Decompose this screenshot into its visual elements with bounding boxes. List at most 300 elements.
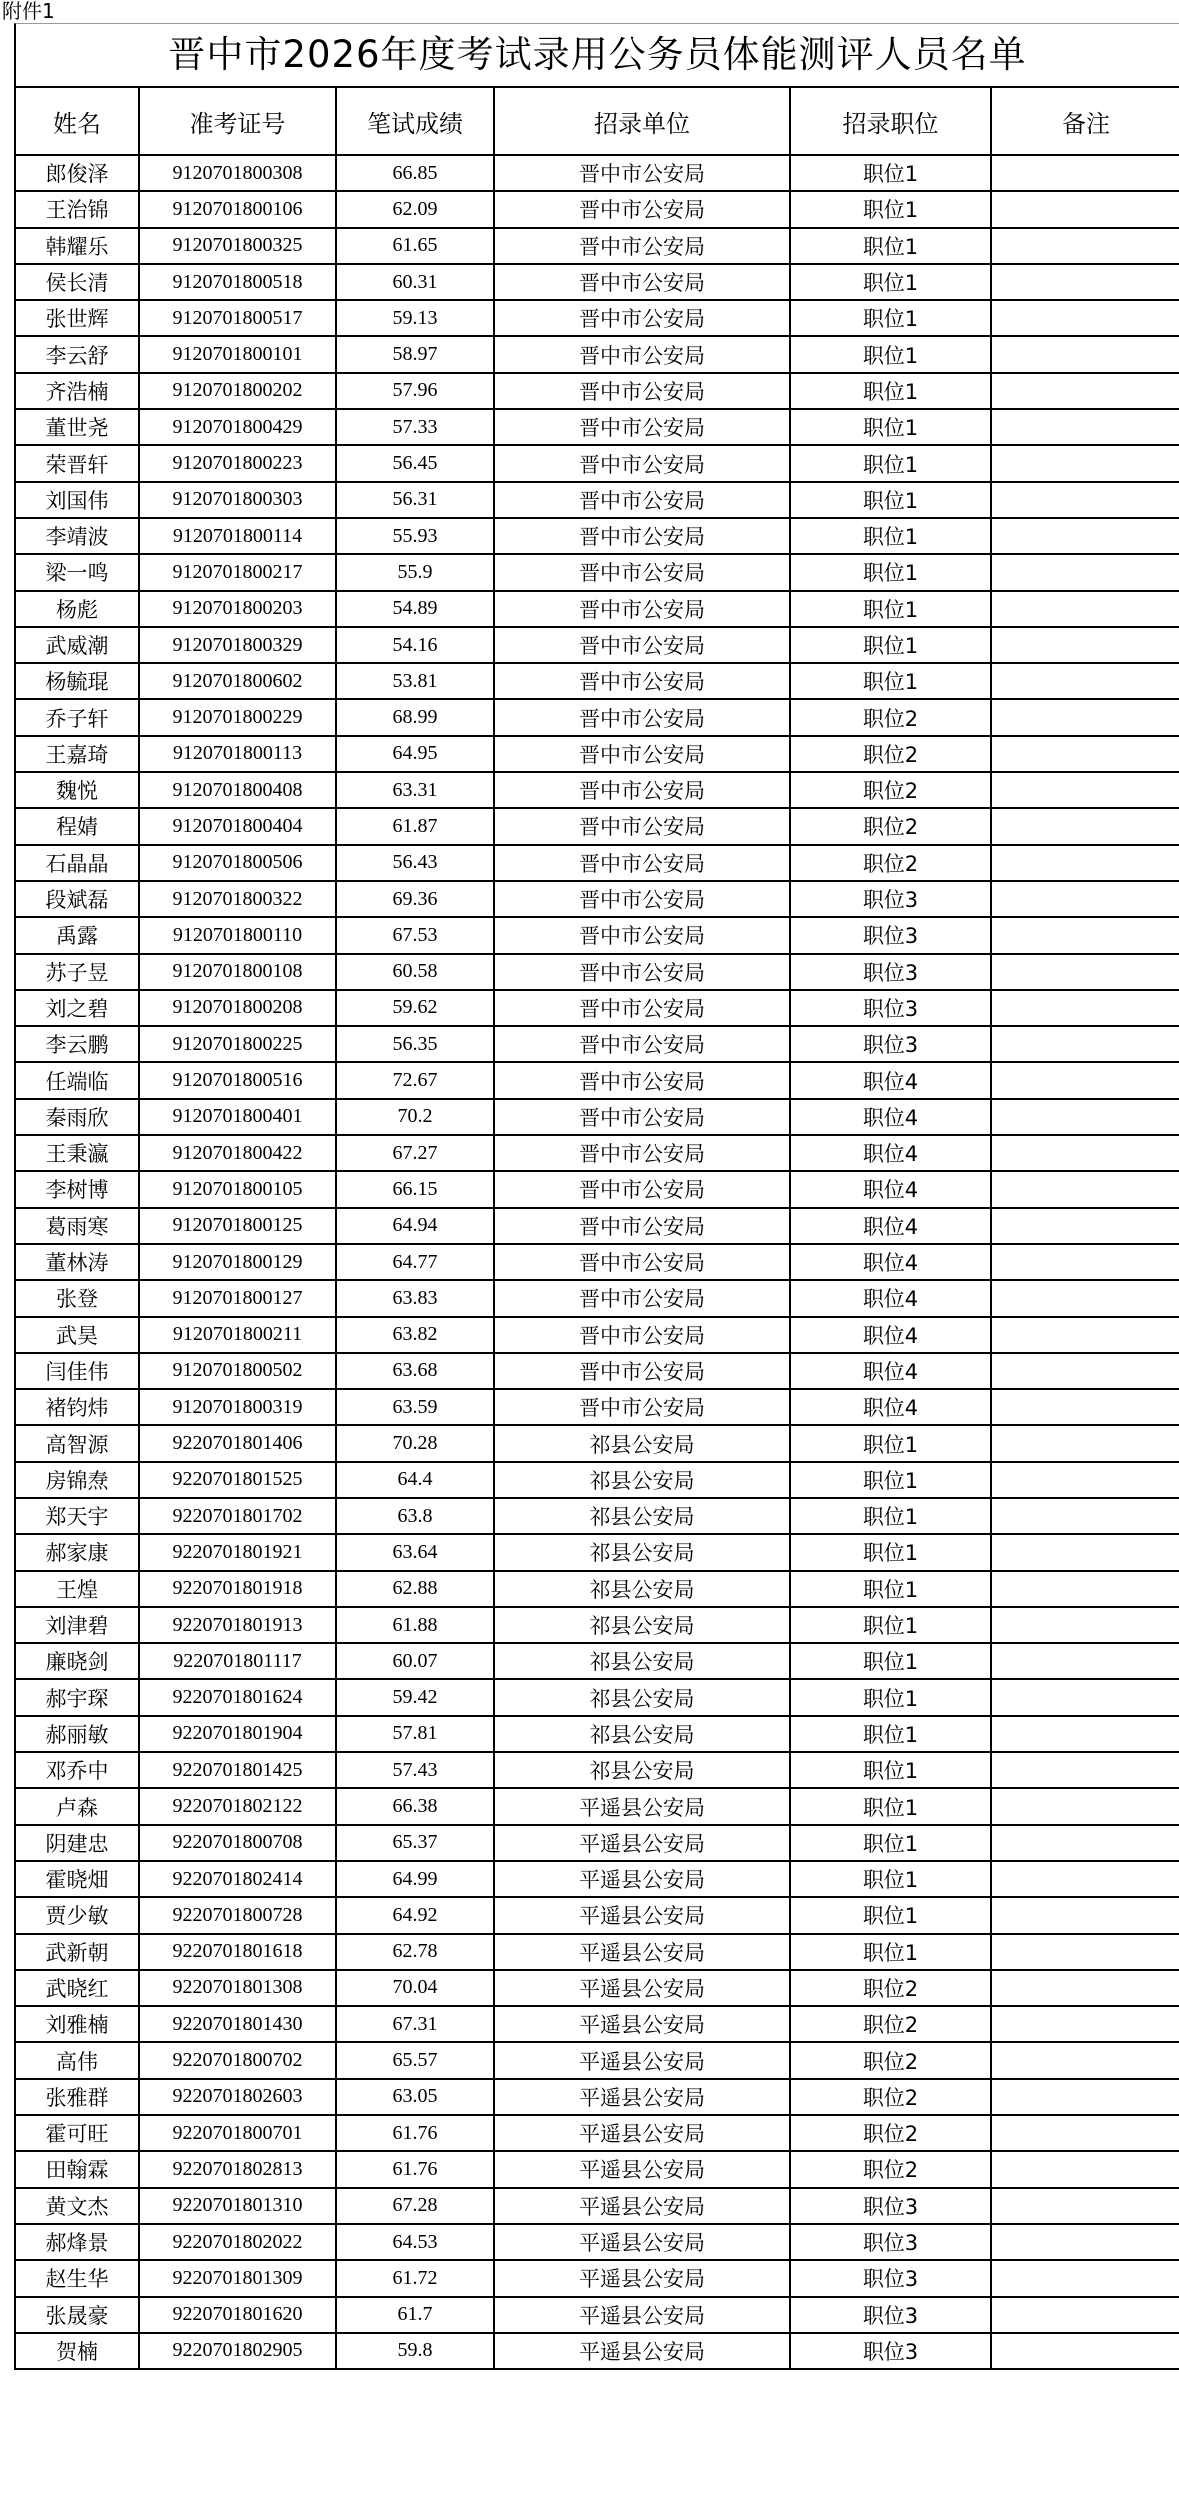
cell-exam-id: 9120701800106 (139, 191, 336, 227)
cell-unit: 平遥县公安局 (494, 2079, 790, 2115)
table-row (15, 1462, 1179, 1498)
cell-score: 55.9 (336, 554, 494, 590)
cell-name: 张雅群 (15, 2079, 139, 2115)
cell-name: 邓乔中 (15, 1752, 139, 1788)
cell-name: 张登 (15, 1280, 139, 1316)
cell-score: 58.97 (336, 336, 494, 372)
cell-position: 职位4 (790, 1317, 991, 1353)
cell-name: 梁一鸣 (15, 554, 139, 590)
cell-position: 职位4 (790, 1062, 991, 1098)
cell-score: 59.42 (336, 1679, 494, 1715)
table-row (15, 336, 1179, 372)
table-row (15, 990, 1179, 1026)
cell-remarks (991, 990, 1179, 1026)
cell-unit: 祁县公安局 (494, 1462, 790, 1498)
cell-unit: 晋中市公安局 (494, 808, 790, 844)
table-row (15, 1825, 1179, 1861)
cell-remarks (991, 627, 1179, 663)
cell-unit: 晋中市公安局 (494, 191, 790, 227)
cell-position: 职位1 (790, 445, 991, 481)
cell-name: 武新朝 (15, 1934, 139, 1970)
cell-score: 67.53 (336, 917, 494, 953)
cell-remarks (991, 409, 1179, 445)
cell-exam-id: 9220701801309 (139, 2260, 336, 2296)
cell-remarks (991, 699, 1179, 735)
cell-score: 63.59 (336, 1389, 494, 1425)
cell-name: 魏悦 (15, 772, 139, 808)
cell-exam-id: 9220701802905 (139, 2333, 336, 2369)
cell-unit: 晋中市公安局 (494, 1099, 790, 1135)
table-row (15, 772, 1179, 808)
cell-position: 职位1 (790, 264, 991, 300)
cell-name: 王煌 (15, 1571, 139, 1607)
cell-name: 王秉瀛 (15, 1135, 139, 1171)
cell-remarks (991, 1389, 1179, 1425)
cell-position: 职位3 (790, 2224, 991, 2260)
table-row (15, 1716, 1179, 1752)
cell-unit: 晋中市公安局 (494, 990, 790, 1026)
cell-exam-id: 9220701802603 (139, 2079, 336, 2115)
cell-unit: 祁县公安局 (494, 1571, 790, 1607)
cell-name: 齐浩楠 (15, 373, 139, 409)
table-row (15, 663, 1179, 699)
cell-score: 64.4 (336, 1462, 494, 1498)
cell-unit: 平遥县公安局 (494, 2333, 790, 2369)
cell-name: 段斌磊 (15, 881, 139, 917)
cell-exam-id: 9120701800602 (139, 663, 336, 699)
cell-score: 61.7 (336, 2297, 494, 2333)
cell-position: 职位1 (790, 1498, 991, 1534)
cell-position: 职位1 (790, 518, 991, 554)
cell-score: 59.62 (336, 990, 494, 1026)
cell-score: 63.05 (336, 2079, 494, 2115)
cell-exam-id: 9220701800728 (139, 1897, 336, 1933)
cell-score: 61.76 (336, 2151, 494, 2187)
table-row (15, 482, 1179, 518)
cell-score: 61.65 (336, 228, 494, 264)
cell-position: 职位1 (790, 591, 991, 627)
cell-unit: 祁县公安局 (494, 1752, 790, 1788)
cell-score: 59.8 (336, 2333, 494, 2369)
cell-position: 职位1 (790, 336, 991, 372)
cell-remarks (991, 2333, 1179, 2369)
cell-remarks (991, 1171, 1179, 1207)
cell-score: 61.88 (336, 1607, 494, 1643)
cell-remarks (991, 1861, 1179, 1897)
table-row (15, 1498, 1179, 1534)
cell-name: 王嘉琦 (15, 736, 139, 772)
cell-exam-id: 9220701802122 (139, 1788, 336, 1824)
cell-name: 霍晓畑 (15, 1861, 139, 1897)
table-row (15, 300, 1179, 336)
cell-unit: 晋中市公安局 (494, 409, 790, 445)
cell-remarks (991, 845, 1179, 881)
cell-unit: 平遥县公安局 (494, 2151, 790, 2187)
cell-unit: 晋中市公安局 (494, 1280, 790, 1316)
cell-exam-id: 9120701800229 (139, 699, 336, 735)
table-row (15, 2151, 1179, 2187)
table-row (15, 1099, 1179, 1135)
cell-score: 62.88 (336, 1571, 494, 1607)
cell-position: 职位1 (790, 191, 991, 227)
cell-position: 职位2 (790, 808, 991, 844)
cell-unit: 晋中市公安局 (494, 300, 790, 336)
cell-exam-id: 9220701801618 (139, 1934, 336, 1970)
cell-position: 职位4 (790, 1171, 991, 1207)
cell-unit: 晋中市公安局 (494, 336, 790, 372)
roster-table (14, 86, 1179, 2370)
table-row (15, 1280, 1179, 1316)
table-row (15, 228, 1179, 264)
cell-remarks (991, 1353, 1179, 1389)
cell-score: 69.36 (336, 881, 494, 917)
cell-unit: 晋中市公安局 (494, 1208, 790, 1244)
table-row (15, 2297, 1179, 2333)
cell-position: 职位3 (790, 2260, 991, 2296)
cell-unit: 晋中市公安局 (494, 1026, 790, 1062)
cell-name: 侯长清 (15, 264, 139, 300)
table-row (15, 1970, 1179, 2006)
cell-name: 李树博 (15, 1171, 139, 1207)
cell-unit: 晋中市公安局 (494, 591, 790, 627)
cell-remarks (991, 1716, 1179, 1752)
cell-remarks (991, 2006, 1179, 2042)
cell-position: 职位1 (790, 228, 991, 264)
table-row (15, 1679, 1179, 1715)
cell-unit: 平遥县公安局 (494, 2224, 790, 2260)
cell-exam-id: 9220701802414 (139, 1861, 336, 1897)
cell-unit: 晋中市公安局 (494, 1353, 790, 1389)
cell-remarks (991, 2151, 1179, 2187)
cell-position: 职位1 (790, 1643, 991, 1679)
cell-position: 职位3 (790, 881, 991, 917)
col-header-name: 姓名 (15, 87, 139, 155)
cell-remarks (991, 1425, 1179, 1461)
table-row (15, 1534, 1179, 1570)
cell-score: 53.81 (336, 663, 494, 699)
cell-position: 职位1 (790, 1897, 991, 1933)
page-title: 晋中市2026年度考试录用公务员体能测评人员名单 (14, 23, 1179, 86)
cell-score: 54.89 (336, 591, 494, 627)
cell-exam-id: 9220701801913 (139, 1607, 336, 1643)
table-row (15, 1643, 1179, 1679)
table-row (15, 1425, 1179, 1461)
cell-score: 70.04 (336, 1970, 494, 2006)
cell-remarks (991, 1135, 1179, 1171)
cell-score: 57.96 (336, 373, 494, 409)
cell-position: 职位1 (790, 155, 991, 191)
cell-unit: 祁县公安局 (494, 1425, 790, 1461)
cell-position: 职位1 (790, 300, 991, 336)
cell-unit: 晋中市公安局 (494, 518, 790, 554)
col-header-exam-id: 准考证号 (139, 87, 336, 155)
cell-unit: 平遥县公安局 (494, 1897, 790, 1933)
cell-unit: 晋中市公安局 (494, 1062, 790, 1098)
cell-position: 职位4 (790, 1280, 991, 1316)
cell-unit: 平遥县公安局 (494, 1825, 790, 1861)
cell-exam-id: 9120701800517 (139, 300, 336, 336)
cell-remarks (991, 518, 1179, 554)
cell-remarks (991, 1825, 1179, 1861)
cell-remarks (991, 2224, 1179, 2260)
cell-name: 张世辉 (15, 300, 139, 336)
cell-exam-id: 9120701800113 (139, 736, 336, 772)
table-row (15, 1788, 1179, 1824)
table-row (15, 627, 1179, 663)
cell-position: 职位1 (790, 373, 991, 409)
cell-unit: 平遥县公安局 (494, 2042, 790, 2078)
cell-score: 56.35 (336, 1026, 494, 1062)
cell-name: 郝宇琛 (15, 1679, 139, 1715)
table-row (15, 409, 1179, 445)
cell-position: 职位1 (790, 1679, 991, 1715)
table-row (15, 1897, 1179, 1933)
cell-unit: 平遥县公安局 (494, 1934, 790, 1970)
cell-unit: 祁县公安局 (494, 1679, 790, 1715)
cell-remarks (991, 954, 1179, 990)
cell-unit: 平遥县公安局 (494, 2297, 790, 2333)
cell-exam-id: 9120701800223 (139, 445, 336, 481)
cell-position: 职位4 (790, 1389, 991, 1425)
cell-score: 60.07 (336, 1643, 494, 1679)
cell-name: 秦雨欣 (15, 1099, 139, 1135)
cell-unit: 祁县公安局 (494, 1716, 790, 1752)
cell-position: 职位2 (790, 2006, 991, 2042)
cell-exam-id: 9220701801624 (139, 1679, 336, 1715)
cell-exam-id: 9220701800708 (139, 1825, 336, 1861)
cell-position: 职位1 (790, 1934, 991, 1970)
cell-name: 葛雨寒 (15, 1208, 139, 1244)
cell-exam-id: 9120701800108 (139, 954, 336, 990)
header-row (15, 87, 1179, 155)
cell-unit: 晋中市公安局 (494, 736, 790, 772)
cell-remarks (991, 1099, 1179, 1135)
cell-exam-id: 9220701801117 (139, 1643, 336, 1679)
cell-name: 王治锦 (15, 191, 139, 227)
cell-position: 职位2 (790, 736, 991, 772)
table-row (15, 1389, 1179, 1425)
cell-position: 职位3 (790, 2333, 991, 2369)
cell-score: 61.87 (336, 808, 494, 844)
cell-exam-id: 9120701800408 (139, 772, 336, 808)
cell-score: 56.45 (336, 445, 494, 481)
table-row (15, 954, 1179, 990)
cell-remarks (991, 881, 1179, 917)
cell-exam-id: 9120701800303 (139, 482, 336, 518)
cell-score: 63.64 (336, 1534, 494, 1570)
cell-name: 杨彪 (15, 591, 139, 627)
cell-name: 刘之碧 (15, 990, 139, 1026)
cell-remarks (991, 300, 1179, 336)
cell-exam-id: 9120701800325 (139, 228, 336, 264)
cell-position: 职位1 (790, 627, 991, 663)
cell-exam-id: 9120701800211 (139, 1317, 336, 1353)
cell-remarks (991, 191, 1179, 227)
cell-name: 董世尧 (15, 409, 139, 445)
table-row (15, 917, 1179, 953)
cell-unit: 晋中市公安局 (494, 373, 790, 409)
cell-exam-id: 9120701800518 (139, 264, 336, 300)
cell-score: 63.82 (336, 1317, 494, 1353)
cell-name: 苏子昱 (15, 954, 139, 990)
table-row (15, 2006, 1179, 2042)
cell-exam-id: 9220701801904 (139, 1716, 336, 1752)
cell-unit: 晋中市公安局 (494, 1135, 790, 1171)
cell-score: 63.8 (336, 1498, 494, 1534)
cell-exam-id: 9120701800308 (139, 155, 336, 191)
cell-exam-id: 9120701800225 (139, 1026, 336, 1062)
cell-unit: 平遥县公安局 (494, 2260, 790, 2296)
cell-name: 霍可旺 (15, 2115, 139, 2151)
cell-unit: 平遥县公安局 (494, 1788, 790, 1824)
roster-body (15, 155, 1179, 2369)
cell-name: 武威潮 (15, 627, 139, 663)
cell-unit: 晋中市公安局 (494, 264, 790, 300)
cell-remarks (991, 373, 1179, 409)
cell-position: 职位3 (790, 917, 991, 953)
cell-position: 职位2 (790, 2042, 991, 2078)
cell-position: 职位2 (790, 2115, 991, 2151)
cell-exam-id: 9120701800125 (139, 1208, 336, 1244)
cell-score: 65.57 (336, 2042, 494, 2078)
cell-exam-id: 9220701801425 (139, 1752, 336, 1788)
cell-unit: 晋中市公安局 (494, 699, 790, 735)
table-row (15, 845, 1179, 881)
cell-position: 职位1 (790, 482, 991, 518)
col-header-remarks: 备注 (991, 87, 1179, 155)
cell-unit: 晋中市公安局 (494, 627, 790, 663)
col-header-score: 笔试成绩 (336, 87, 494, 155)
table-row (15, 2260, 1179, 2296)
cell-score: 64.99 (336, 1861, 494, 1897)
cell-position: 职位1 (790, 409, 991, 445)
cell-position: 职位3 (790, 990, 991, 1026)
cell-unit: 平遥县公安局 (494, 1861, 790, 1897)
cell-exam-id: 9120701800114 (139, 518, 336, 554)
cell-score: 60.58 (336, 954, 494, 990)
col-header-position: 招录职位 (790, 87, 991, 155)
cell-remarks (991, 772, 1179, 808)
cell-name: 卢森 (15, 1788, 139, 1824)
cell-unit: 晋中市公安局 (494, 155, 790, 191)
table-row (15, 1208, 1179, 1244)
cell-position: 职位2 (790, 2151, 991, 2187)
cell-name: 赵生华 (15, 2260, 139, 2296)
cell-position: 职位1 (790, 1861, 991, 1897)
cell-remarks (991, 336, 1179, 372)
col-header-unit: 招录单位 (494, 87, 790, 155)
table-row (15, 1244, 1179, 1280)
cell-name: 武昊 (15, 1317, 139, 1353)
table-row (15, 1934, 1179, 1970)
table-row (15, 1317, 1179, 1353)
cell-remarks (991, 2115, 1179, 2151)
cell-position: 职位3 (790, 1026, 991, 1062)
cell-score: 61.72 (336, 2260, 494, 2296)
cell-name: 刘国伟 (15, 482, 139, 518)
cell-name: 郝家康 (15, 1534, 139, 1570)
cell-position: 职位1 (790, 1425, 991, 1461)
cell-score: 67.31 (336, 2006, 494, 2042)
cell-remarks (991, 1280, 1179, 1316)
cell-score: 64.95 (336, 736, 494, 772)
cell-exam-id: 9120701800105 (139, 1171, 336, 1207)
table-row (15, 2115, 1179, 2151)
table-row (15, 2188, 1179, 2224)
cell-name: 禹露 (15, 917, 139, 953)
cell-exam-id: 9220701801308 (139, 1970, 336, 2006)
cell-name: 荣晋轩 (15, 445, 139, 481)
cell-unit: 平遥县公安局 (494, 2115, 790, 2151)
cell-remarks (991, 1897, 1179, 1933)
cell-remarks (991, 1317, 1179, 1353)
cell-unit: 祁县公安局 (494, 1498, 790, 1534)
cell-position: 职位3 (790, 2188, 991, 2224)
cell-name: 刘雅楠 (15, 2006, 139, 2042)
cell-remarks (991, 1571, 1179, 1607)
cell-remarks (991, 1498, 1179, 1534)
cell-position: 职位1 (790, 1788, 991, 1824)
table-row (15, 373, 1179, 409)
cell-position: 职位4 (790, 1244, 991, 1280)
cell-score: 64.77 (336, 1244, 494, 1280)
roster-sheet (14, 23, 1179, 2370)
cell-position: 职位1 (790, 1571, 991, 1607)
cell-exam-id: 9120701800401 (139, 1099, 336, 1135)
cell-score: 63.83 (336, 1280, 494, 1316)
table-row (15, 445, 1179, 481)
cell-score: 70.28 (336, 1425, 494, 1461)
cell-exam-id: 9220701801918 (139, 1571, 336, 1607)
table-row (15, 2042, 1179, 2078)
cell-position: 职位2 (790, 699, 991, 735)
cell-position: 职位2 (790, 1970, 991, 2006)
cell-position: 职位3 (790, 2297, 991, 2333)
table-row (15, 1171, 1179, 1207)
cell-name: 郝烽景 (15, 2224, 139, 2260)
cell-name: 武晓红 (15, 1970, 139, 2006)
cell-exam-id: 9120701800422 (139, 1135, 336, 1171)
cell-name: 阴建忠 (15, 1825, 139, 1861)
cell-unit: 晋中市公安局 (494, 1171, 790, 1207)
cell-exam-id: 9120701800329 (139, 627, 336, 663)
cell-exam-id: 9220701802022 (139, 2224, 336, 2260)
cell-remarks (991, 2042, 1179, 2078)
cell-remarks (991, 917, 1179, 953)
cell-remarks (991, 155, 1179, 191)
cell-unit: 祁县公安局 (494, 1534, 790, 1570)
cell-exam-id: 9120701800506 (139, 845, 336, 881)
cell-remarks (991, 808, 1179, 844)
cell-remarks (991, 2297, 1179, 2333)
cell-remarks (991, 1607, 1179, 1643)
cell-exam-id: 9220701801702 (139, 1498, 336, 1534)
cell-exam-id: 9120701800217 (139, 554, 336, 590)
cell-remarks (991, 445, 1179, 481)
cell-remarks (991, 1752, 1179, 1788)
cell-remarks (991, 554, 1179, 590)
cell-position: 职位1 (790, 663, 991, 699)
cell-name: 任端临 (15, 1062, 139, 1098)
cell-unit: 晋中市公安局 (494, 1389, 790, 1425)
table-row (15, 736, 1179, 772)
cell-score: 63.31 (336, 772, 494, 808)
cell-remarks (991, 663, 1179, 699)
cell-name: 石晶晶 (15, 845, 139, 881)
cell-exam-id: 9220701801310 (139, 2188, 336, 2224)
table-row (15, 1571, 1179, 1607)
cell-unit: 晋中市公安局 (494, 1244, 790, 1280)
